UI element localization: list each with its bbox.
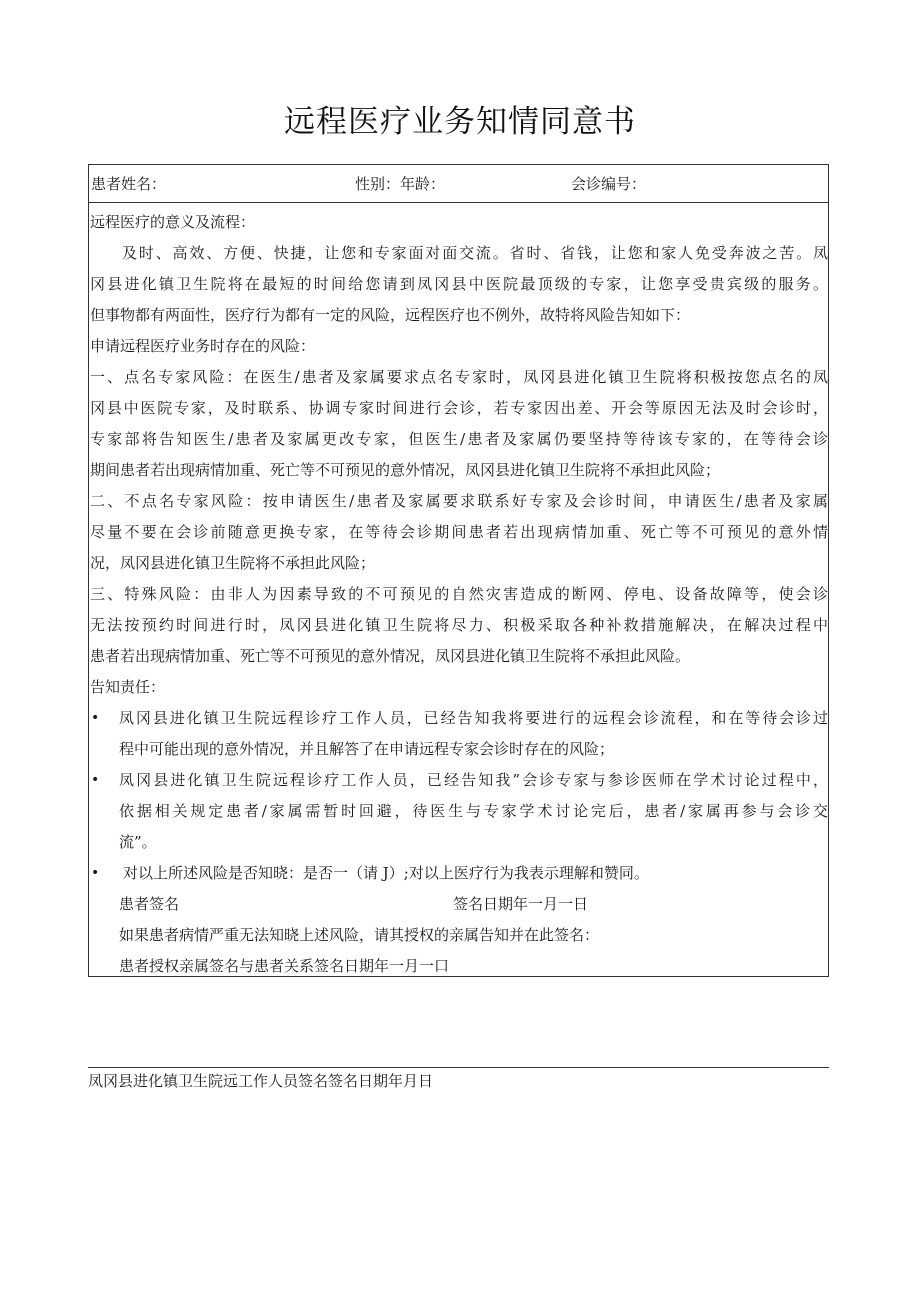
risk-three-line: 三、特殊风险：由非人为因素导致的不可预见的自然灾害造成的断网、停电、设备故障等，使会诊 [90, 585, 828, 603]
patient-info-row [89, 165, 828, 203]
paragraph-line: 及时、高效、方便、快捷，让您和专家面对面交流。省时、省钱，让您和家人免受奔波之苦。凤 [122, 244, 828, 262]
risk-one-line: 冈县中医院专家，及时联系、协调专家时间进行会诊，若专家因出差、开会等原因无法及时会诊时， [90, 399, 828, 417]
patient-signature-label: 患者签名 [119, 895, 180, 913]
patient-name-label: 患者姓名： [91, 175, 167, 193]
document-title: 远程医疗业务知情同意书 [284, 104, 636, 140]
risk-one-line: 期间患者若出现病情加重、死亡等不可预见的意外情况，凤冈县进化镇卫生院将不承担此风险； [90, 461, 721, 479]
notice-item-line: 程中可能出现的意外情况，并且解答了在申请远程专家会诊时存在的风险； [119, 740, 615, 758]
acknowledgement-line: 对以上所述风险是否知晓：是否一（请 J）;对以上医疗行为我表示理解和赞同。 [123, 864, 649, 882]
gender-age-label: 性别：年龄： [355, 175, 446, 193]
risk-one-line: 专家部将告知医生/患者及家属更改专家，但医生/患者及家属仍要坚持等待该专家的，在等待会诊 [90, 430, 828, 448]
notice-item-line: 凤冈县进化镇卫生院远程诊疗工作人员，已经告知我将要进行的远程会诊流程，和在等待会诊过 [119, 709, 828, 727]
paragraph-line: 冈县进化镇卫生院将在最短的时间给您请到凤冈县中医院最顶级的专家，让您享受贵宾级的服务。 [90, 275, 828, 293]
notice-item-line: 依据相关规定患者/家属需暂时回避，待医生与专家学术讨论完后，患者/家属再参与会诊交 [119, 802, 828, 820]
section-heading-meaning: 远程医疗的意义及流程： [90, 213, 256, 231]
risk-three-line: 患者若出现病情加重、死亡等不可预见的意外情况，凤冈县进化镇卫生院将不承担此风险。 [90, 647, 691, 665]
section-heading-notice: 告知责任： [90, 678, 166, 696]
bullet-marker: • [91, 710, 100, 726]
signature-date-label: 签名日期年一月一日 [453, 895, 589, 913]
section-heading-risks: 申请远程医疗业务时存在的风险： [90, 337, 316, 355]
proxy-signature-note: 如果患者病情严重无法知晓上述风险，请其授权的亲属告知并在此签名： [119, 926, 600, 944]
consent-form-box [88, 164, 829, 977]
notice-item-line: 流”。 [119, 833, 157, 851]
risk-two-line: 二、不点名专家风险：按申请医生/患者及家属要求联系好专家及会诊时间，申请医生/患者及家属 [90, 492, 828, 510]
paragraph-line: 但事物都有两面性，医疗行为都有一定的风险，远程医疗也不例外，故特将风险告知如下： [90, 306, 691, 324]
consult-number-label: 会诊编号： [571, 175, 647, 193]
proxy-signature-line: 患者授权亲属签名与患者关系签名日期年一月一口 [119, 957, 450, 975]
bullet-marker: • [91, 865, 100, 881]
risk-two-line: 尽量不要在会诊前随意更换专家，在等待会诊期间患者若出现病情加重、死亡等不可预见的意外情 [90, 523, 828, 541]
risk-three-line: 无法按预约时间进行时，凤冈县进化镇卫生院将尽力、积极采取各种补救措施解决，在解决过程中 [90, 616, 828, 634]
staff-signature-line: 凤冈县进化镇卫生院远工作人员签名签名日期年月日 [88, 1072, 434, 1090]
notice-item-line: 凤冈县进化镇卫生院远程诊疗工作人员，已经告知我”会诊专家与参诊医师在学术讨论过程中， [119, 771, 828, 789]
risk-two-line: 况，凤冈县进化镇卫生院将不承担此风险； [90, 554, 376, 572]
bullet-marker: • [91, 772, 100, 788]
risk-one-line: 一、点名专家风险：在医生/患者及家属要求点名专家时，凤冈县进化镇卫生院将积极按您点名的凤 [90, 368, 828, 386]
